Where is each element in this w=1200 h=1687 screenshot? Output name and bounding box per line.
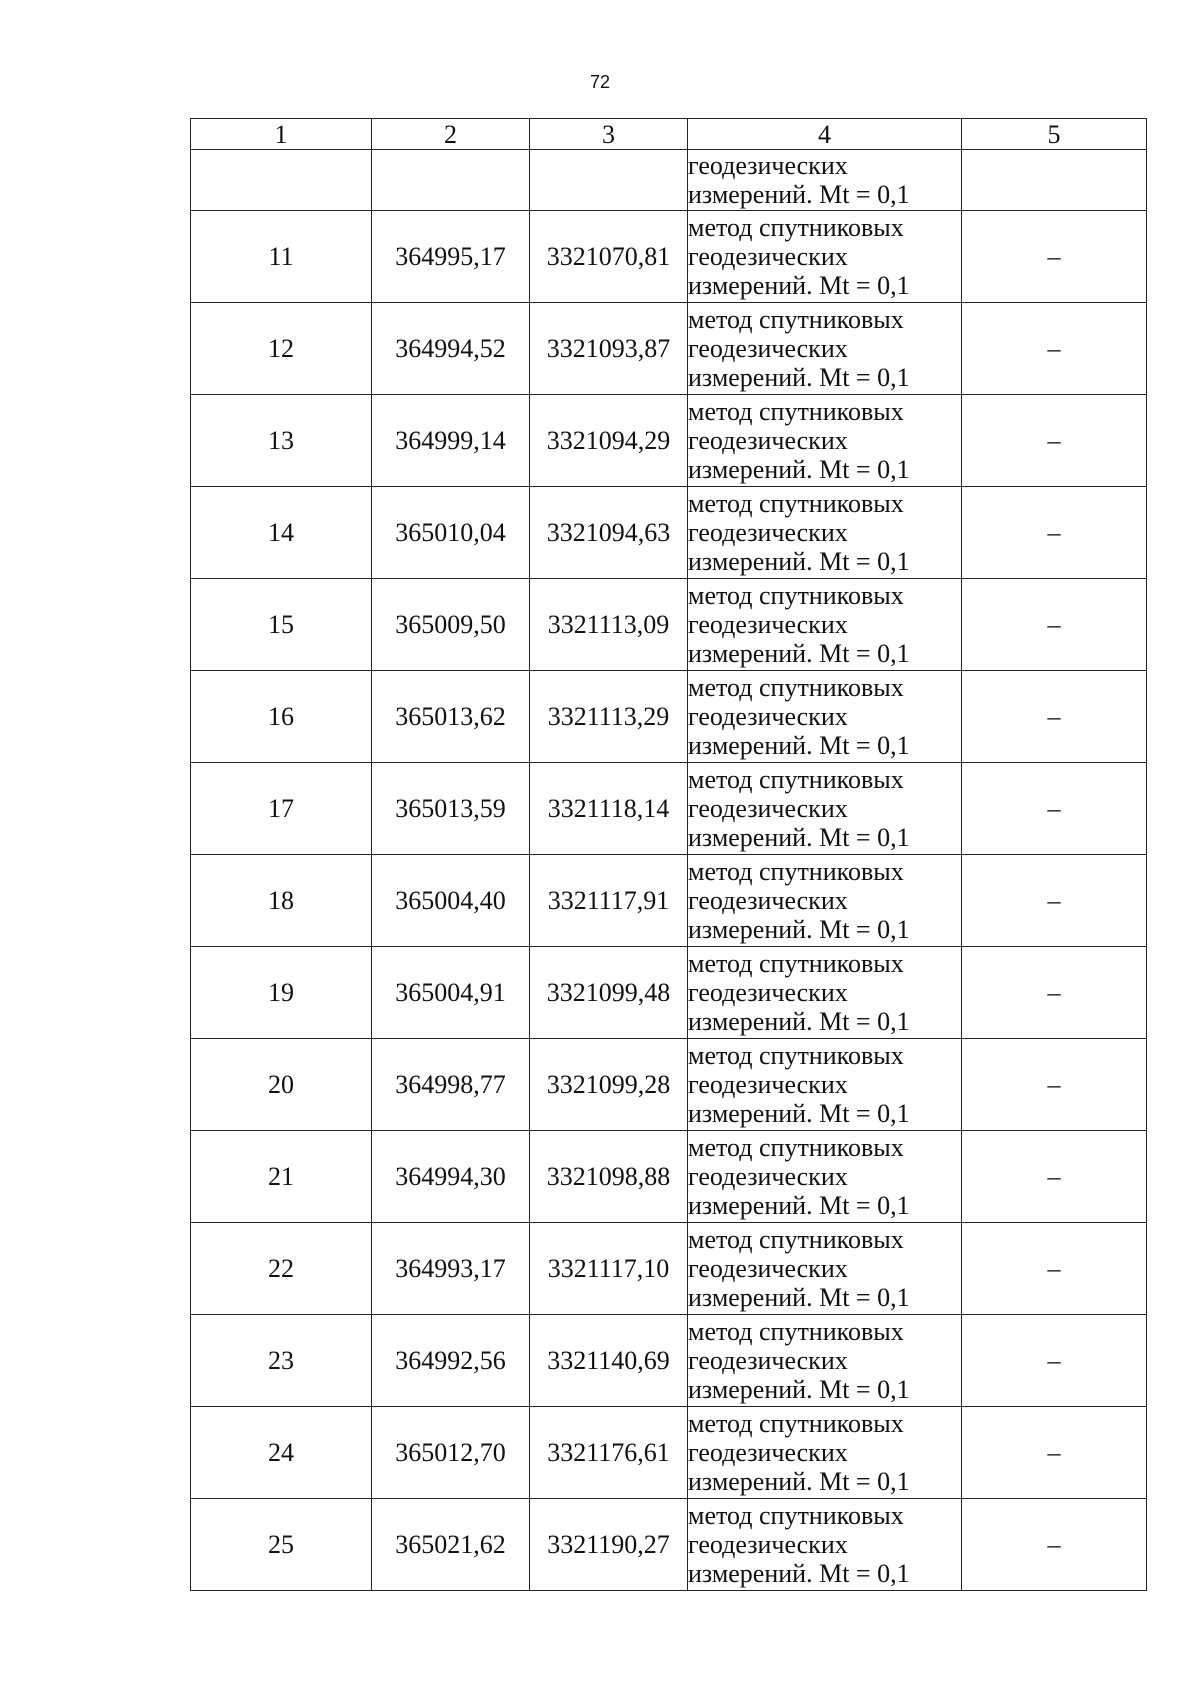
point-number-cell: 13 — [191, 395, 372, 487]
table-row — [191, 855, 1147, 947]
table-row — [191, 395, 1147, 487]
point-number-cell: 11 — [191, 211, 372, 303]
method-cell — [688, 487, 962, 579]
method-line: измерений. Mt = 0,1 — [688, 915, 910, 944]
y-coordinate-cell: 3321113,29 — [530, 671, 688, 763]
point-number-cell: 17 — [191, 763, 372, 855]
method-line: измерений. Mt = 0,1 — [688, 180, 910, 209]
method-line: геодезических — [688, 886, 848, 915]
note-cell: – — [962, 1131, 1147, 1223]
x-coordinate-cell: 364992,56 — [372, 1315, 530, 1407]
method-line: геодезических — [688, 334, 848, 363]
method-cell — [688, 671, 962, 763]
header-row — [191, 119, 1147, 150]
method-cell — [688, 303, 962, 395]
method-cell — [688, 763, 962, 855]
point-number-cell: 12 — [191, 303, 372, 395]
method-cell — [688, 1039, 962, 1131]
method-cell — [688, 1499, 962, 1591]
x-coordinate-cell: 364995,17 — [372, 211, 530, 303]
method-line: метод спутниковых — [688, 1225, 904, 1254]
method-line: метод спутниковых — [688, 949, 904, 978]
y-coordinate-cell: 3321117,10 — [530, 1223, 688, 1315]
x-coordinate-cell: 364994,30 — [372, 1131, 530, 1223]
note-cell: – — [962, 1499, 1147, 1591]
column-header-5: 5 — [962, 119, 1147, 150]
method-cell — [688, 150, 962, 211]
point-number-cell: 16 — [191, 671, 372, 763]
y-coordinate-cell: 3321098,88 — [530, 1131, 688, 1223]
x-coordinate-cell — [372, 150, 530, 211]
method-line: геодезических — [688, 1162, 848, 1191]
method-line: геодезических — [688, 1530, 848, 1559]
method-line: измерений. Mt = 0,1 — [688, 731, 910, 760]
x-coordinate-cell: 365021,62 — [372, 1499, 530, 1591]
note-cell: – — [962, 763, 1147, 855]
method-line: метод спутниковых — [688, 489, 904, 518]
page-number: 72 — [589, 72, 611, 92]
method-cell — [688, 947, 962, 1039]
method-line: измерений. Mt = 0,1 — [688, 1467, 910, 1496]
method-line: метод спутниковых — [688, 673, 904, 702]
method-cell — [688, 395, 962, 487]
table-row — [191, 947, 1147, 1039]
method-cell — [688, 211, 962, 303]
method-line: метод спутниковых — [688, 1133, 904, 1162]
method-cell — [688, 1315, 962, 1407]
note-cell: – — [962, 487, 1147, 579]
method-line: метод спутниковых — [688, 213, 904, 242]
method-line: геодезических — [688, 1438, 848, 1467]
method-line: метод спутниковых — [688, 397, 904, 426]
table-row — [191, 1223, 1147, 1315]
method-line: метод спутниковых — [688, 305, 904, 334]
point-number-cell: 22 — [191, 1223, 372, 1315]
method-line: метод спутниковых — [688, 857, 904, 886]
note-cell: – — [962, 1223, 1147, 1315]
method-line: метод спутниковых — [688, 1041, 904, 1070]
x-coordinate-cell: 365010,04 — [372, 487, 530, 579]
x-coordinate-cell: 364998,77 — [372, 1039, 530, 1131]
method-line: метод спутниковых — [688, 1317, 904, 1346]
y-coordinate-cell: 3321176,61 — [530, 1407, 688, 1499]
note-cell: – — [962, 395, 1147, 487]
note-cell: – — [962, 855, 1147, 947]
note-cell: – — [962, 579, 1147, 671]
method-line: геодезических — [688, 978, 848, 1007]
table-row — [191, 1499, 1147, 1591]
method-line: геодезических — [688, 242, 848, 271]
y-coordinate-cell: 3321118,14 — [530, 763, 688, 855]
method-line: геодезических — [688, 518, 848, 547]
method-line: измерений. Mt = 0,1 — [688, 363, 910, 392]
method-line: измерений. Mt = 0,1 — [688, 1283, 910, 1312]
point-number-cell: 18 — [191, 855, 372, 947]
table-row — [191, 1131, 1147, 1223]
note-cell: – — [962, 211, 1147, 303]
column-header-3: 3 — [530, 119, 688, 150]
method-line: измерений. Mt = 0,1 — [688, 1375, 910, 1404]
note-cell: – — [962, 1039, 1147, 1131]
method-line: метод спутниковых — [688, 1501, 904, 1530]
y-coordinate-cell: 3321117,91 — [530, 855, 688, 947]
coordinates-table — [190, 118, 1147, 1591]
method-cell — [688, 1131, 962, 1223]
method-line: геодезических — [688, 1346, 848, 1375]
y-coordinate-cell: 3321093,87 — [530, 303, 688, 395]
y-coordinate-cell: 3321140,69 — [530, 1315, 688, 1407]
table-row — [191, 1039, 1147, 1131]
x-coordinate-cell: 365012,70 — [372, 1407, 530, 1499]
point-number-cell: 14 — [191, 487, 372, 579]
table-row — [191, 487, 1147, 579]
method-line: геодезических — [688, 426, 848, 455]
method-line: геодезических — [688, 794, 848, 823]
method-line: измерений. Mt = 0,1 — [688, 1559, 910, 1588]
continuation-row — [191, 150, 1147, 211]
point-number-cell: 20 — [191, 1039, 372, 1131]
point-number-cell: 15 — [191, 579, 372, 671]
column-header-1: 1 — [191, 119, 372, 150]
y-coordinate-cell: 3321099,48 — [530, 947, 688, 1039]
table-row — [191, 579, 1147, 671]
y-coordinate-cell: 3321070,81 — [530, 211, 688, 303]
method-line: измерений. Mt = 0,1 — [688, 455, 910, 484]
method-cell — [688, 1223, 962, 1315]
note-cell: – — [962, 671, 1147, 763]
x-coordinate-cell: 365013,62 — [372, 671, 530, 763]
y-coordinate-cell: 3321190,27 — [530, 1499, 688, 1591]
point-number-cell: 23 — [191, 1315, 372, 1407]
method-line: измерений. Mt = 0,1 — [688, 1191, 910, 1220]
note-cell: – — [962, 947, 1147, 1039]
table-row — [191, 211, 1147, 303]
method-line: геодезических — [688, 702, 848, 731]
table-row — [191, 763, 1147, 855]
method-line: метод спутниковых — [688, 581, 904, 610]
method-cell — [688, 855, 962, 947]
method-line: измерений. Mt = 0,1 — [688, 1007, 910, 1036]
note-cell: – — [962, 1407, 1147, 1499]
method-line: метод спутниковых — [688, 765, 904, 794]
point-number-cell: 24 — [191, 1407, 372, 1499]
point-number-cell: 25 — [191, 1499, 372, 1591]
point-number-cell — [191, 150, 372, 211]
method-line: геодезических — [688, 151, 848, 180]
method-cell — [688, 579, 962, 671]
table-row — [191, 1407, 1147, 1499]
method-line: метод спутниковых — [688, 1409, 904, 1438]
note-cell: – — [962, 303, 1147, 395]
y-coordinate-cell — [530, 150, 688, 211]
column-header-2: 2 — [372, 119, 530, 150]
note-cell — [962, 150, 1147, 211]
method-line: измерений. Mt = 0,1 — [688, 271, 910, 300]
x-coordinate-cell: 364999,14 — [372, 395, 530, 487]
method-line: геодезических — [688, 610, 848, 639]
method-line: измерений. Mt = 0,1 — [688, 1099, 910, 1128]
point-number-cell: 21 — [191, 1131, 372, 1223]
y-coordinate-cell: 3321094,29 — [530, 395, 688, 487]
method-line: измерений. Mt = 0,1 — [688, 639, 910, 668]
table-row — [191, 671, 1147, 763]
x-coordinate-cell: 364994,52 — [372, 303, 530, 395]
method-line: геодезических — [688, 1070, 848, 1099]
table-row — [191, 303, 1147, 395]
x-coordinate-cell: 365009,50 — [372, 579, 530, 671]
method-line: измерений. Mt = 0,1 — [688, 823, 910, 852]
point-number-cell: 19 — [191, 947, 372, 1039]
method-cell — [688, 1407, 962, 1499]
table-row — [191, 1315, 1147, 1407]
note-cell: – — [962, 1315, 1147, 1407]
y-coordinate-cell: 3321094,63 — [530, 487, 688, 579]
method-line: геодезических — [688, 1254, 848, 1283]
x-coordinate-cell: 364993,17 — [372, 1223, 530, 1315]
x-coordinate-cell: 365004,40 — [372, 855, 530, 947]
x-coordinate-cell: 365004,91 — [372, 947, 530, 1039]
y-coordinate-cell: 3321099,28 — [530, 1039, 688, 1131]
y-coordinate-cell: 3321113,09 — [530, 579, 688, 671]
x-coordinate-cell: 365013,59 — [372, 763, 530, 855]
method-line: измерений. Mt = 0,1 — [688, 547, 910, 576]
column-header-4: 4 — [688, 119, 962, 150]
